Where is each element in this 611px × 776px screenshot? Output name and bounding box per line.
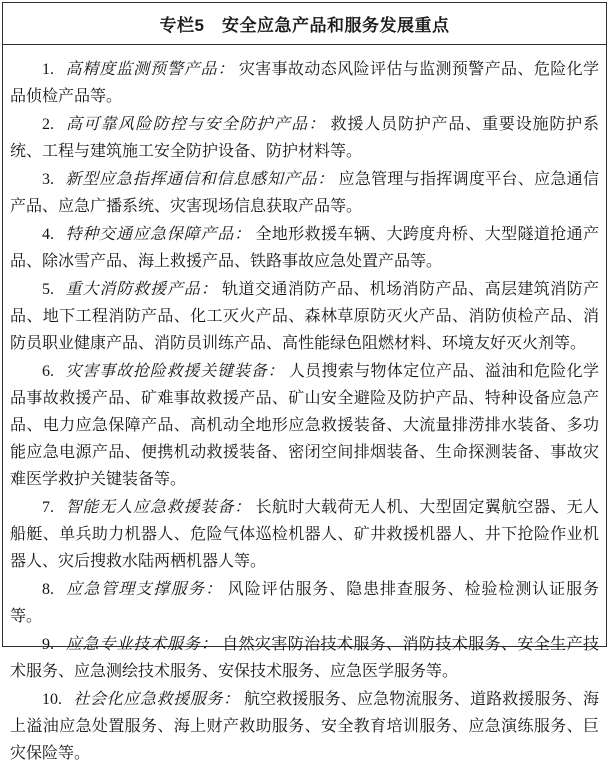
- list-item: [10, 494, 599, 575]
- list-item: [10, 166, 599, 220]
- item-category: 重大消防救援产品：: [65, 281, 218, 298]
- item-content: 航空救援服务、应急物流服务、道路救援服务、海上溢油应急处置服务、海上财产救助服务、安全教育培训服务、应急演练服务、巨灾保险等。: [10, 691, 599, 762]
- item-content: 救援人员防护产品、重要设施防护系统、工程与建筑施工安全防护设备、防护材料等。: [10, 116, 599, 160]
- list-item: [10, 221, 599, 275]
- item-category: 社会化应急救援服务：: [73, 691, 240, 708]
- list-item: [10, 358, 599, 493]
- item-content: 轨道交通消防产品、机场消防产品、高层建筑消防产品、地下工程消防产品、化工灭火产品、森林草原防灭火产品、消防侦检产品、消防员职业健康产品、消防员训练产品、高性能绿色阻燃材料、环境友好灭火剂等。: [10, 281, 599, 352]
- list-item: [10, 686, 599, 767]
- box-title: 专栏5 安全应急产品和服务发展重点: [159, 16, 450, 35]
- item-number: 8.: [42, 581, 54, 598]
- item-content: 人员搜索与物体定位产品、溢油和危险化学品事故救援产品、矿难事故救援产品、矿山安全避险及防护产品、特种设备应急产品、电力应急保障产品、高机动全地形应急救援装备、大流量排涝排水装备、多功能应急电源产品、便携机动救援装备、密闭空间排烟装备、生命探测装备、事故灾难医学救护关键装备等。: [10, 363, 599, 488]
- item-number: 6.: [42, 363, 54, 380]
- box-header: [3, 3, 606, 45]
- box-body: [3, 45, 606, 776]
- list-item: [10, 276, 599, 357]
- item-category: 应急管理支撑服务：: [66, 581, 223, 598]
- item-category: 高精度监测预警产品：: [65, 61, 235, 78]
- item-content: 应急管理与指挥调度平台、应急通信产品、应急广播系统、灾害现场信息获取产品等。: [10, 171, 599, 215]
- item-number: 3.: [42, 171, 54, 188]
- item-content: 灾害事故动态风险评估与监测预警产品、危险化学品侦检产品等。: [10, 61, 599, 105]
- item-category: 灾害事故抢险救援关键装备：: [65, 363, 285, 380]
- item-number: 9.: [42, 636, 54, 653]
- feature-box: [2, 2, 607, 762]
- item-number: 4.: [42, 226, 54, 243]
- item-number: 1.: [42, 61, 54, 78]
- list-item: [10, 111, 599, 165]
- item-category: 智能无人应急救援装备：: [65, 499, 252, 516]
- list-item: [10, 576, 599, 630]
- item-number: 2.: [42, 116, 54, 133]
- item-content: 长航时大载荷无人机、大型固定翼航空器、无人船艇、单兵助力机器人、危险气体巡检机器人、矿井救援机器人、井下抢险作业机器人、灾后搜救水陆两栖机器人等。: [10, 499, 599, 570]
- item-category: 特种交通应急保障产品：: [65, 226, 252, 243]
- item-category: 新型应急指挥通信和信息感知产品：: [65, 171, 335, 188]
- item-number: 7.: [42, 499, 54, 516]
- item-content: 风险评估服务、隐患排查服务、检验检测认证服务等。: [10, 581, 599, 625]
- item-category: 高可靠风险防控与安全防护产品：: [66, 116, 326, 133]
- list-item: [10, 56, 599, 110]
- item-category: 应急专业技术服务：: [65, 636, 218, 653]
- item-content: 自然灾害防治技术服务、消防技术服务、安全生产技术服务、应急测绘技术服务、安保技术服务、应急医学服务等。: [10, 636, 599, 680]
- list-item: [10, 631, 599, 685]
- item-content: 全地形救援车辆、大跨度舟桥、大型隧道抢通产品、除冰雪产品、海上救援产品、铁路事故应急处置产品等。: [10, 226, 599, 270]
- item-number: 5.: [42, 281, 54, 298]
- item-number: 10.: [42, 691, 62, 708]
